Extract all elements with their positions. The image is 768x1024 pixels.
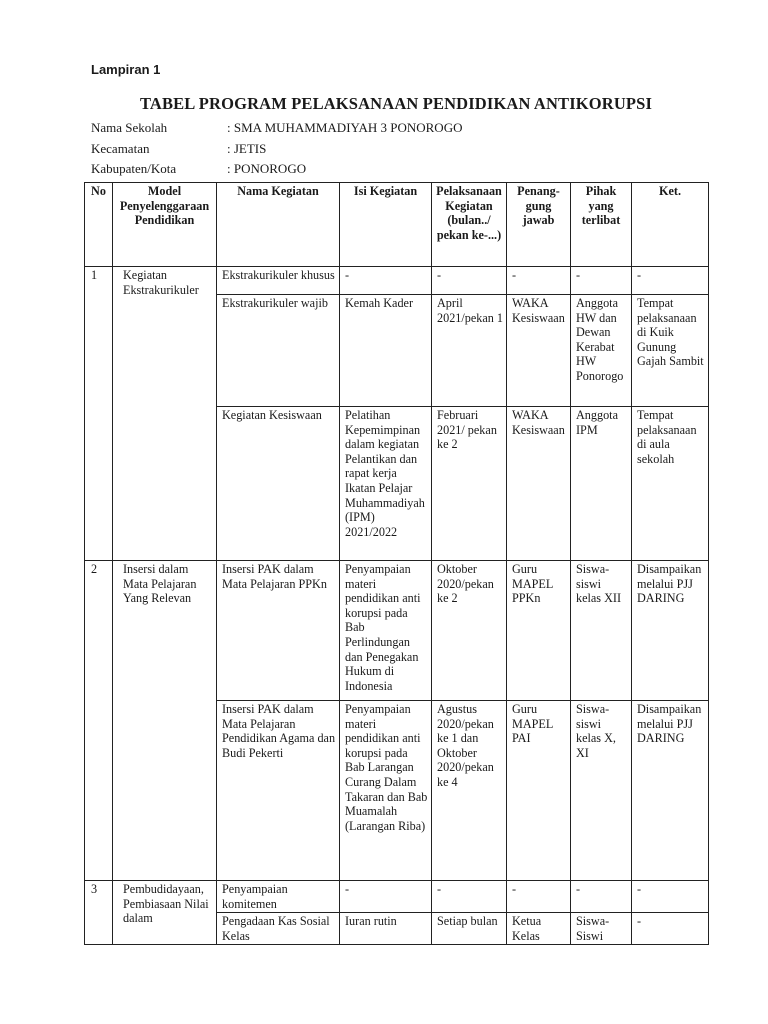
table-row (85, 881, 709, 913)
cell-penanggung-jawab: - (507, 267, 571, 295)
cell-no: 3 (85, 881, 113, 945)
header-pihak-terlibat: Pihak yang terlibat (571, 183, 632, 267)
cell-nama-kegiatan: Insersi PAK dalam Mata Pelajaran Pendidikan Agama dan Budi Pekerti (217, 701, 340, 881)
cell-isi-kegiatan: Pelatihan Kepemimpinan dalam kegiatan Pelantikan dan rapat kerja Ikatan Pelajar Muhammadiyah (IPM) 2021/2022 (340, 407, 432, 561)
cell-pihak-terlibat: Siswa-Siswi (571, 913, 632, 945)
cell-pihak-terlibat: Anggota IPM (571, 407, 632, 561)
cell-penanggung-jawab: Guru MAPEL PPKn (507, 561, 571, 701)
cell-penanggung-jawab: WAKA Kesiswaan (507, 407, 571, 561)
header-isi-kegiatan: Isi Kegiatan (340, 183, 432, 267)
cell-pihak-terlibat: Siswa-siswi kelas X, XI (571, 701, 632, 881)
cell-nama-kegiatan: Insersi PAK dalam Mata Pelajaran PPKn (217, 561, 340, 701)
cell-penanggung-jawab: WAKA Kesiswaan (507, 295, 571, 407)
info-label: Nama Sekolah (91, 120, 168, 135)
cell-pihak-terlibat: - (571, 881, 632, 913)
cell-ket: - (632, 881, 709, 913)
table-row (85, 561, 709, 701)
cell-ket: Tempat pelaksanaan di Kuik Gunung Gajah Sambit (632, 295, 709, 407)
info-value: : SMA MUHAMMADIYAH 3 PONOROGO (227, 120, 463, 135)
cell-pelaksanaan: Februari 2021/ pekan ke 2 (432, 407, 507, 561)
cell-ket: - (632, 913, 709, 945)
cell-ket: - (632, 267, 709, 295)
cell-pelaksanaan: April 2021/pekan 1 (432, 295, 507, 407)
lampiran-label: Lampiran 1 (91, 62, 161, 77)
cell-pelaksanaan: - (432, 267, 507, 295)
cell-nama-kegiatan: Ekstrakurikuler wajib (217, 295, 340, 407)
cell-ket: Tempat pelaksanaan di aula sekolah (632, 407, 709, 561)
info-value: : PONOROGO (227, 161, 307, 176)
cell-model: Kegiatan Ekstrakurikuler (113, 267, 217, 561)
cell-ket: Disampaikan melalui PJJ DARING (632, 561, 709, 701)
header-ket: Ket. (632, 183, 709, 267)
cell-penanggung-jawab: Ketua Kelas (507, 913, 571, 945)
cell-isi-kegiatan: Kemah Kader (340, 295, 432, 407)
cell-no: 2 (85, 561, 113, 881)
cell-isi-kegiatan: Penyampaian materi pendidikan anti korupsi pada Bab Perlindungan dan Penegakan Hukum di Indonesia (340, 561, 432, 701)
header-penanggung-jawab: Penang-gung jawab (507, 183, 571, 267)
cell-isi-kegiatan: Iuran rutin (340, 913, 432, 945)
cell-model: Insersi dalam Mata Pelajaran Yang Relevan (113, 561, 217, 881)
table-row (85, 267, 709, 295)
header-no: No (85, 183, 113, 267)
cell-ket: Disampaikan melalui PJJ DARING (632, 701, 709, 881)
header-pelaksanaan: Pelaksanaan Kegiatan (bulan../ pekan ke-...) (432, 183, 507, 267)
cell-isi-kegiatan: - (340, 881, 432, 913)
cell-pihak-terlibat: - (571, 267, 632, 295)
document-title: TABEL PROGRAM PELAKSANAAN PENDIDIKAN ANTIKORUPSI (139, 94, 653, 113)
cell-nama-kegiatan: Ekstrakurikuler khusus (217, 267, 340, 295)
cell-model: Pembudidayaan, Pembiasaan Nilai dalam (113, 881, 217, 945)
cell-pihak-terlibat: Siswa-siswi kelas XII (571, 561, 632, 701)
cell-pihak-terlibat: Anggota HW dan Dewan Kerabat HW Ponorogo (571, 295, 632, 407)
header-model: Model Penyelenggaraan Pendidikan (113, 183, 217, 267)
info-label: Kabupaten/Kota (91, 161, 177, 176)
cell-pelaksanaan: Agustus 2020/pekan ke 1 dan Oktober 2020/pekan ke 4 (432, 701, 507, 881)
cell-pelaksanaan: Oktober 2020/pekan ke 2 (432, 561, 507, 701)
header-nama-kegiatan: Nama Kegiatan (217, 183, 340, 267)
cell-nama-kegiatan: Kegiatan Kesiswaan (217, 407, 340, 561)
info-value: : JETIS (227, 141, 267, 156)
cell-isi-kegiatan: - (340, 267, 432, 295)
cell-pelaksanaan: - (432, 881, 507, 913)
cell-nama-kegiatan: Pengadaan Kas Sosial Kelas (217, 913, 340, 945)
cell-isi-kegiatan: Penyampaian materi pendidikan anti korupsi pada Bab Larangan Curang Dalam Takaran dan Bab Muamalah (Larangan Riba) (340, 701, 432, 881)
cell-no: 1 (85, 267, 113, 561)
cell-penanggung-jawab: - (507, 881, 571, 913)
cell-pelaksanaan: Setiap bulan (432, 913, 507, 945)
table-header-row (85, 183, 709, 267)
program-table (84, 182, 709, 945)
cell-nama-kegiatan: Penyampaian komitemen (217, 881, 340, 913)
cell-penanggung-jawab: Guru MAPEL PAI (507, 701, 571, 881)
info-label: Kecamatan (91, 141, 150, 156)
